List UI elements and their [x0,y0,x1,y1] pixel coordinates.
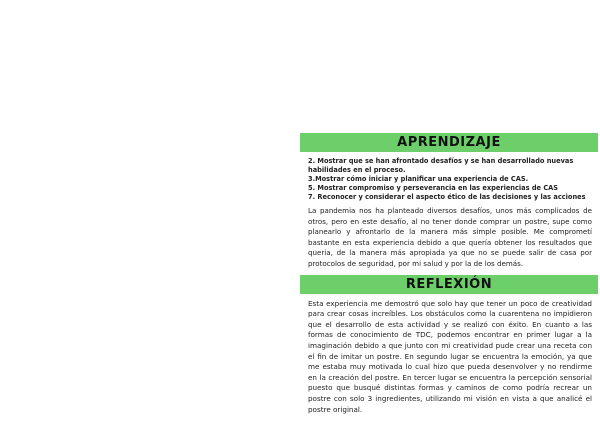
reflexion-title: REFLEXIÓN [405,276,493,292]
aprendizaje-header [300,133,598,152]
document-panel [300,133,598,415]
objective-item: 2. Mostrar que se han afrontado desafíos y se han desarrollado nuevas habilidades en el proceso. [308,157,574,174]
reflexion-paragraph: Esta experiencia me demostró que solo hay que tener un poco de creatividad para crear cosas increíbles. Los obstáculos como la cuarentena no impidieron que el desarrollo de esta actividad y se realizó con éxito. En cuanto a las formas de conocimiento de TDC, podemos encontrar en primer lugar a la imaginación debido a que junto con mi creatividad pude crear una receta con el fin de imitar un postre. En segundo lugar se encuentra la emoción, ya que me estaba muy motivada lo cual hizo que pueda desenvolver y no rendirme en la creación del postre. En tercer lugar se encuentra la percepción sensorial puesto que busqué distintas formas y caminos de como podría recrear un postre con solo 3 ingredientes, utilizando mi visión en vista a que analicé el postre original. [308,298,592,414]
objective-item: 7. Reconocer y considerar el aspecto ético de las decisiones y las acciones [308,193,586,201]
aprendizaje-title: APRENDIZAJE [397,135,501,150]
objective-item: 5. Mostrar compromiso y perseverancia en las experiencias de CAS [308,184,559,192]
reflexion-header [300,275,598,294]
aprendizaje-paragraph: La pandemia nos ha planteado diversos desafíos, unos más complicados de otros, pero en este desafío, al no tener donde comprar un postre, supe como planearlo y afrontarlo de la manera más simple posible. Me comprometí bastante en esta experiencia debido a que quería obtener los resultados que quería, de la manera más apropiada ya que no se puede salir de casa por protocolos de seguridad, por mi salud y por la de los demás. [308,206,592,268]
objective-item: 3.Mostrar cómo iniciar y planificar una experiencia de CAS. [308,175,529,183]
objectives-list [308,157,590,202]
